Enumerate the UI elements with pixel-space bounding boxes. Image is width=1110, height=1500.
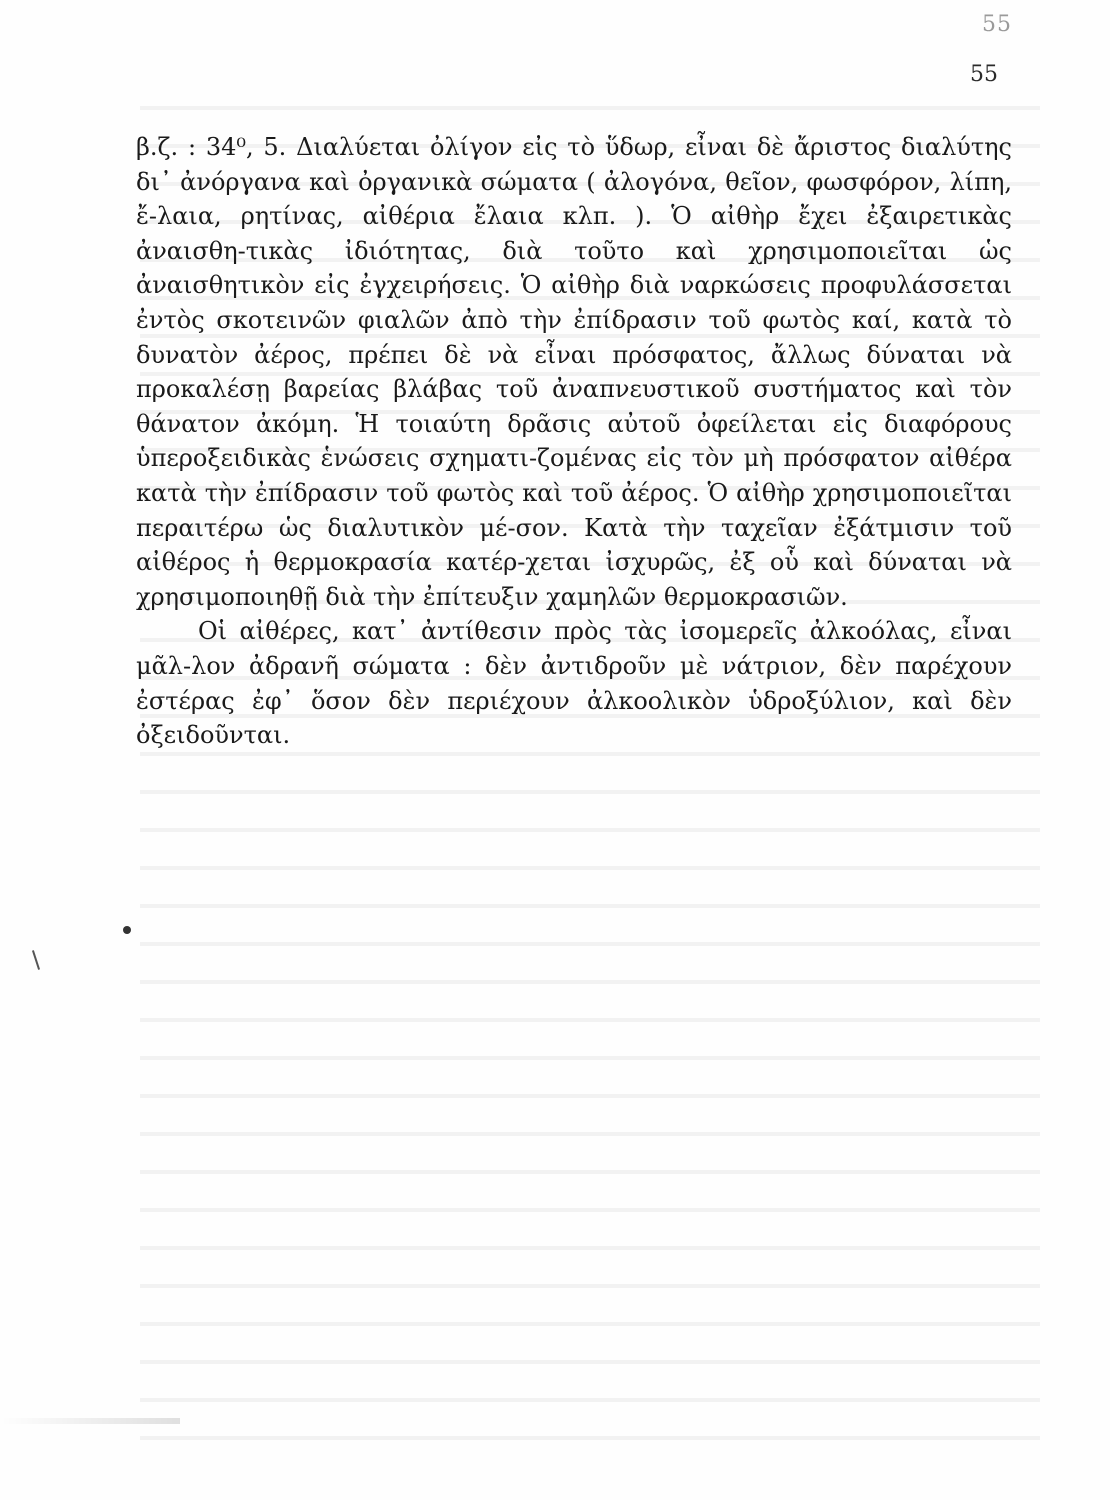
body-text — [136, 130, 1012, 753]
page-number-stamp: 55 — [970, 62, 998, 87]
page-number: 55 — [982, 12, 1012, 37]
paragraph-ether-properties: β.ζ. : 34⁰, 5. Διαλύεται ὀλίγον εἰς τὸ ὕδωρ, εἶναι δὲ ἄριστος διαλύτης δι᾽ ἀνόργανα καὶ ὀργανικὰ σώματα ( ἀλογόνα, θεῖον, φωσφόρον, λίπη, ἔ-λαια, ρητίνας, αἰθέρια ἔλαια κλπ. ). Ὁ αἰθὴρ ἔχει ἐξαιρετικὰς ἀναισθη-τικὰς ἰδιότητας, διὰ τοῦτο καὶ χρησιμοποιεῖται ὡς ἀναισθητικὸν εἰς ἐγχειρήσεις. Ὁ αἰθὴρ διὰ ναρκώσεις προφυλάσσεται ἐντὸς σκοτεινῶν φιαλῶν ἀπὸ τὴν ἐπίδρασιν τοῦ φωτὸς καί, κατὰ τὸ δυνατὸν ἀέρος, πρέπει δὲ νὰ εἶναι πρόσφατος, ἄλλως δύναται νὰ προκαλέσῃ βαρείας βλάβας τοῦ ἀναπνευστικοῦ συστήματος καὶ τὸν θάνατον ἀκόμη. Ἡ τοιαύτη δρᾶσις αὐτοῦ ὀφείλεται εἰς διαφόρους ὑπεροξειδικὰς ἑνώσεις σχηματι-ζομένας εἰς τὸν μὴ πρόσφατον αἰθέρα κατὰ τὴν ἐπίδρασιν τοῦ φωτὸς καὶ τοῦ ἀέρος. Ὁ αἰθὴρ χρησιμοποιεῖται περαιτέρω ὡς διαλυτικὸν μέ-σον. Κατὰ τὴν ταχεῖαν ἐξάτμισιν τοῦ αἰθέρος ἡ θερμοκρασία κατέρ-χεται ἰσχυρῶς, ἐξ οὗ καὶ δύναται νὰ χρησιμοποιηθῇ διὰ τὴν ἐπίτευξιν χαμηλῶν θερμοκρασιῶν. — [136, 133, 1012, 611]
margin-pencil-mark — [32, 950, 40, 970]
page-edge-shadow — [0, 1418, 180, 1424]
margin-dot-mark — [123, 926, 131, 934]
paragraph-ether-reactivity: Οἱ αἰθέρες, κατ᾽ ἀντίθεσιν πρὸς τὰς ἰσομερεῖς ἀλκοόλας, εἶναι μᾶλ-λον ἀδρανῆ σώματα : δὲν ἀντιδροῦν μὲ νάτριον, δὲν παρέχουν ἐστέρας ἐφ᾽ ὅσον δὲν περιέχουν ἀλκοολικὸν ὑδροξύλιον, καὶ δὲν ὀξειδοῦνται. — [136, 617, 1012, 750]
